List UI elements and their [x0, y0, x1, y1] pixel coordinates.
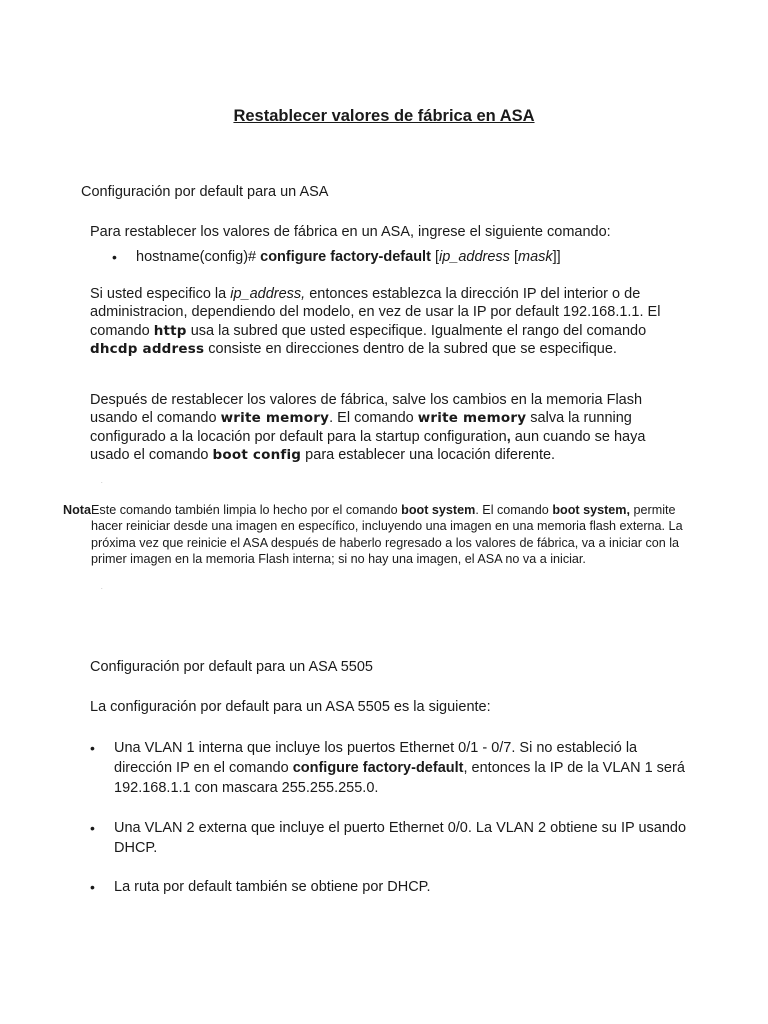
bullet-icon: •	[90, 820, 95, 836]
bullet-icon: •	[112, 249, 117, 265]
command-bullet	[112, 247, 672, 267]
section-heading-asa-5505: Configuración por default para un ASA 5505	[90, 659, 373, 675]
list-item-text: Una VLAN 2 externa que incluye el puerto Ethernet 0/0. La VLAN 2 obtiene su IP usando DHCP.	[114, 820, 687, 856]
faint-mark: .	[101, 585, 103, 591]
asa-5505-intro: La configuración por default para un ASA 5505 es la siguiente:	[90, 699, 491, 715]
note-text: Este comando también limpia lo hecho por el comando boot system. El comando boot system, permite hacer reiniciar desde una imagen en específico, incluyendo una imagen en una memoria flash externa. La próxima vez que reinicie el ASA después de haberlo regresado a los valores de fábrica, va a iniciar con la primer imagen en la memoria Flash interna; si no hay una imagen, el ASA no va a iniciar.	[91, 503, 683, 567]
document-title: Restablecer valores de fábrica en ASA	[233, 107, 535, 125]
intro-paragraph: Para restablecer los valores de fábrica en un ASA, ingrese el siguiente comando:	[90, 224, 611, 240]
ip-address-paragraph: Si usted especifico la ip_address, entonces establezca la dirección IP del interior o de administracion, dependiendo del modelo, en vez de usar la IP por default 192.168.1.1. El comando http usa la subred que usted especifique. Igualmente el rango del comando dhcdp address consiste en direcciones dentro de la subred que se especifique.	[90, 286, 661, 358]
faint-mark: .	[101, 479, 103, 485]
write-memory-paragraph: Después de restablecer los valores de fábrica, salve los cambios en la memoria Flash usando el comando write memory. El comando write memory salva la running configurado a la locación por default para la startup configuration, aun cuando se haya usado el comando boot config para establecer una locación diferente.	[90, 392, 646, 464]
section-heading-default-config: Configuración por default para un ASA	[81, 184, 329, 200]
list-item	[90, 738, 690, 798]
note-label: Nota	[63, 503, 91, 517]
list-item-text: Una VLAN 1 interna que incluye los puertos Ethernet 0/1 - 0/7. Si no estableció la dirección IP en el comando configure factory-default, entonces la IP de la VLAN 1 será 192.168.1.1 con mascara 255.255.255.0.	[114, 740, 685, 796]
bullet-icon: •	[90, 879, 95, 895]
list-item-text: La ruta por default también se obtiene por DHCP.	[114, 879, 431, 895]
note-block	[63, 502, 693, 568]
list-item	[90, 818, 690, 858]
list-item	[90, 877, 690, 897]
command-text: hostname(config)# configure factory-default [ip_address [mask]]	[136, 249, 561, 265]
bullet-icon: •	[90, 740, 95, 756]
